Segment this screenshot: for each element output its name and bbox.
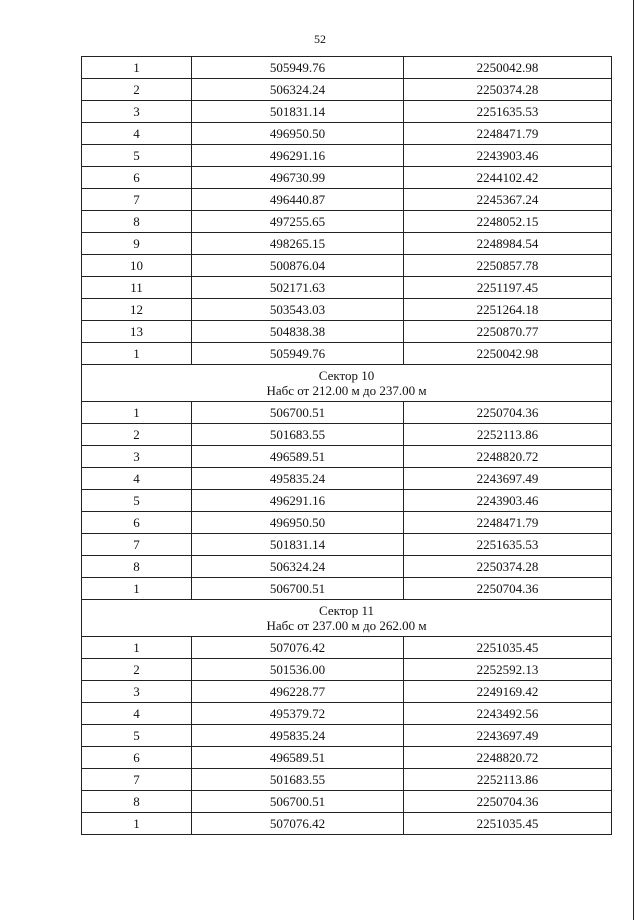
page-edge-line — [633, 0, 634, 920]
x-coordinate-cell: 501831.14 — [192, 101, 404, 123]
x-coordinate-cell: 495835.24 — [192, 468, 404, 490]
y-coordinate-cell: 2252113.86 — [404, 769, 612, 791]
sector-header-row — [82, 365, 612, 402]
table-row — [82, 167, 612, 189]
y-coordinate-cell: 2243903.46 — [404, 490, 612, 512]
x-coordinate-cell: 506700.51 — [192, 402, 404, 424]
x-coordinate-cell: 506324.24 — [192, 556, 404, 578]
y-coordinate-cell: 2243492.56 — [404, 703, 612, 725]
point-number-cell: 1 — [82, 578, 192, 600]
point-number-cell: 11 — [82, 277, 192, 299]
point-number-cell: 8 — [82, 791, 192, 813]
y-coordinate-cell: 2248820.72 — [404, 446, 612, 468]
x-coordinate-cell: 503543.03 — [192, 299, 404, 321]
y-coordinate-cell: 2250857.78 — [404, 255, 612, 277]
sector-title: Сектор 11 — [318, 603, 375, 618]
y-coordinate-cell: 2250704.36 — [404, 402, 612, 424]
sector-header — [82, 365, 612, 402]
table-row — [82, 277, 612, 299]
table-row — [82, 659, 612, 681]
x-coordinate-cell: 496228.77 — [192, 681, 404, 703]
x-coordinate-cell: 495379.72 — [192, 703, 404, 725]
table-row — [82, 255, 612, 277]
point-number-cell: 1 — [82, 402, 192, 424]
point-number-cell: 2 — [82, 659, 192, 681]
table-row — [82, 468, 612, 490]
table-row — [82, 446, 612, 468]
x-coordinate-cell: 496589.51 — [192, 446, 404, 468]
table-row — [82, 233, 612, 255]
table-row — [82, 123, 612, 145]
x-coordinate-cell: 501683.55 — [192, 769, 404, 791]
y-coordinate-cell: 2252113.86 — [404, 424, 612, 446]
y-coordinate-cell: 2251197.45 — [404, 277, 612, 299]
sector-header-row — [82, 600, 612, 637]
table-row — [82, 424, 612, 446]
x-coordinate-cell: 496291.16 — [192, 490, 404, 512]
x-coordinate-cell: 506700.51 — [192, 791, 404, 813]
point-number-cell: 5 — [82, 725, 192, 747]
point-number-cell: 5 — [82, 490, 192, 512]
x-coordinate-cell: 501831.14 — [192, 534, 404, 556]
table-row — [82, 79, 612, 101]
table-row — [82, 725, 612, 747]
table-row — [82, 534, 612, 556]
y-coordinate-cell: 2251264.18 — [404, 299, 612, 321]
y-coordinate-cell: 2250042.98 — [404, 57, 612, 79]
x-coordinate-cell: 504838.38 — [192, 321, 404, 343]
y-coordinate-cell: 2250870.77 — [404, 321, 612, 343]
coordinates-table-body — [82, 57, 612, 835]
y-coordinate-cell: 2251635.53 — [404, 101, 612, 123]
table-row — [82, 791, 612, 813]
table-row — [82, 681, 612, 703]
point-number-cell: 6 — [82, 512, 192, 534]
y-coordinate-cell: 2248820.72 — [404, 747, 612, 769]
x-coordinate-cell: 500876.04 — [192, 255, 404, 277]
point-number-cell: 1 — [82, 813, 192, 835]
table-row — [82, 556, 612, 578]
y-coordinate-cell: 2248471.79 — [404, 512, 612, 534]
point-number-cell: 6 — [82, 167, 192, 189]
y-coordinate-cell: 2243903.46 — [404, 145, 612, 167]
point-number-cell: 12 — [82, 299, 192, 321]
y-coordinate-cell: 2251035.45 — [404, 813, 612, 835]
point-number-cell: 2 — [82, 424, 192, 446]
x-coordinate-cell: 496950.50 — [192, 123, 404, 145]
x-coordinate-cell: 496950.50 — [192, 512, 404, 534]
point-number-cell: 9 — [82, 233, 192, 255]
point-number-cell: 7 — [82, 189, 192, 211]
point-number-cell: 10 — [82, 255, 192, 277]
coordinates-table — [81, 56, 612, 835]
point-number-cell: 1 — [82, 57, 192, 79]
table-row — [82, 637, 612, 659]
y-coordinate-cell: 2251635.53 — [404, 534, 612, 556]
x-coordinate-cell: 496291.16 — [192, 145, 404, 167]
y-coordinate-cell: 2250374.28 — [404, 79, 612, 101]
point-number-cell: 3 — [82, 681, 192, 703]
y-coordinate-cell: 2252592.13 — [404, 659, 612, 681]
point-number-cell: 6 — [82, 747, 192, 769]
point-number-cell: 7 — [82, 534, 192, 556]
page-number: 52 — [314, 32, 326, 46]
table-row — [82, 512, 612, 534]
point-number-cell: 7 — [82, 769, 192, 791]
table-row — [82, 189, 612, 211]
point-number-cell: 4 — [82, 703, 192, 725]
table-row — [82, 813, 612, 835]
point-number-cell: 4 — [82, 468, 192, 490]
x-coordinate-cell: 507076.42 — [192, 813, 404, 835]
table-row — [82, 299, 612, 321]
y-coordinate-cell: 2250374.28 — [404, 556, 612, 578]
table-row — [82, 703, 612, 725]
point-number-cell: 3 — [82, 446, 192, 468]
point-number-cell: 1 — [82, 343, 192, 365]
x-coordinate-cell: 505949.76 — [192, 57, 404, 79]
point-number-cell: 8 — [82, 211, 192, 233]
table-row — [82, 578, 612, 600]
table-row — [82, 769, 612, 791]
sector-title: Сектор 10 — [318, 368, 375, 383]
x-coordinate-cell: 501536.00 — [192, 659, 404, 681]
sector-height-range: Набс от 237.00 м до 262.00 м — [266, 618, 427, 633]
x-coordinate-cell: 495835.24 — [192, 725, 404, 747]
y-coordinate-cell: 2250704.36 — [404, 791, 612, 813]
y-coordinate-cell: 2248052.15 — [404, 211, 612, 233]
table-row — [82, 101, 612, 123]
y-coordinate-cell: 2243697.49 — [404, 725, 612, 747]
x-coordinate-cell: 506700.51 — [192, 578, 404, 600]
x-coordinate-cell: 505949.76 — [192, 343, 404, 365]
point-number-cell: 1 — [82, 637, 192, 659]
table-row — [82, 343, 612, 365]
table-row — [82, 747, 612, 769]
x-coordinate-cell: 501683.55 — [192, 424, 404, 446]
point-number-cell: 3 — [82, 101, 192, 123]
point-number-cell: 4 — [82, 123, 192, 145]
table-row — [82, 402, 612, 424]
x-coordinate-cell: 496440.87 — [192, 189, 404, 211]
y-coordinate-cell: 2243697.49 — [404, 468, 612, 490]
y-coordinate-cell: 2251035.45 — [404, 637, 612, 659]
y-coordinate-cell: 2248984.54 — [404, 233, 612, 255]
y-coordinate-cell: 2244102.42 — [404, 167, 612, 189]
y-coordinate-cell: 2250042.98 — [404, 343, 612, 365]
x-coordinate-cell: 498265.15 — [192, 233, 404, 255]
sector-height-range: Набс от 212.00 м до 237.00 м — [266, 383, 427, 398]
point-number-cell: 13 — [82, 321, 192, 343]
x-coordinate-cell: 496730.99 — [192, 167, 404, 189]
x-coordinate-cell: 502171.63 — [192, 277, 404, 299]
table-row — [82, 145, 612, 167]
x-coordinate-cell: 507076.42 — [192, 637, 404, 659]
x-coordinate-cell: 506324.24 — [192, 79, 404, 101]
y-coordinate-cell: 2249169.42 — [404, 681, 612, 703]
x-coordinate-cell: 497255.65 — [192, 211, 404, 233]
y-coordinate-cell: 2248471.79 — [404, 123, 612, 145]
x-coordinate-cell: 496589.51 — [192, 747, 404, 769]
sector-header — [82, 600, 612, 637]
point-number-cell: 8 — [82, 556, 192, 578]
y-coordinate-cell: 2245367.24 — [404, 189, 612, 211]
point-number-cell: 2 — [82, 79, 192, 101]
point-number-cell: 5 — [82, 145, 192, 167]
table-row — [82, 321, 612, 343]
table-row — [82, 490, 612, 512]
y-coordinate-cell: 2250704.36 — [404, 578, 612, 600]
table-row — [82, 57, 612, 79]
table-row — [82, 211, 612, 233]
